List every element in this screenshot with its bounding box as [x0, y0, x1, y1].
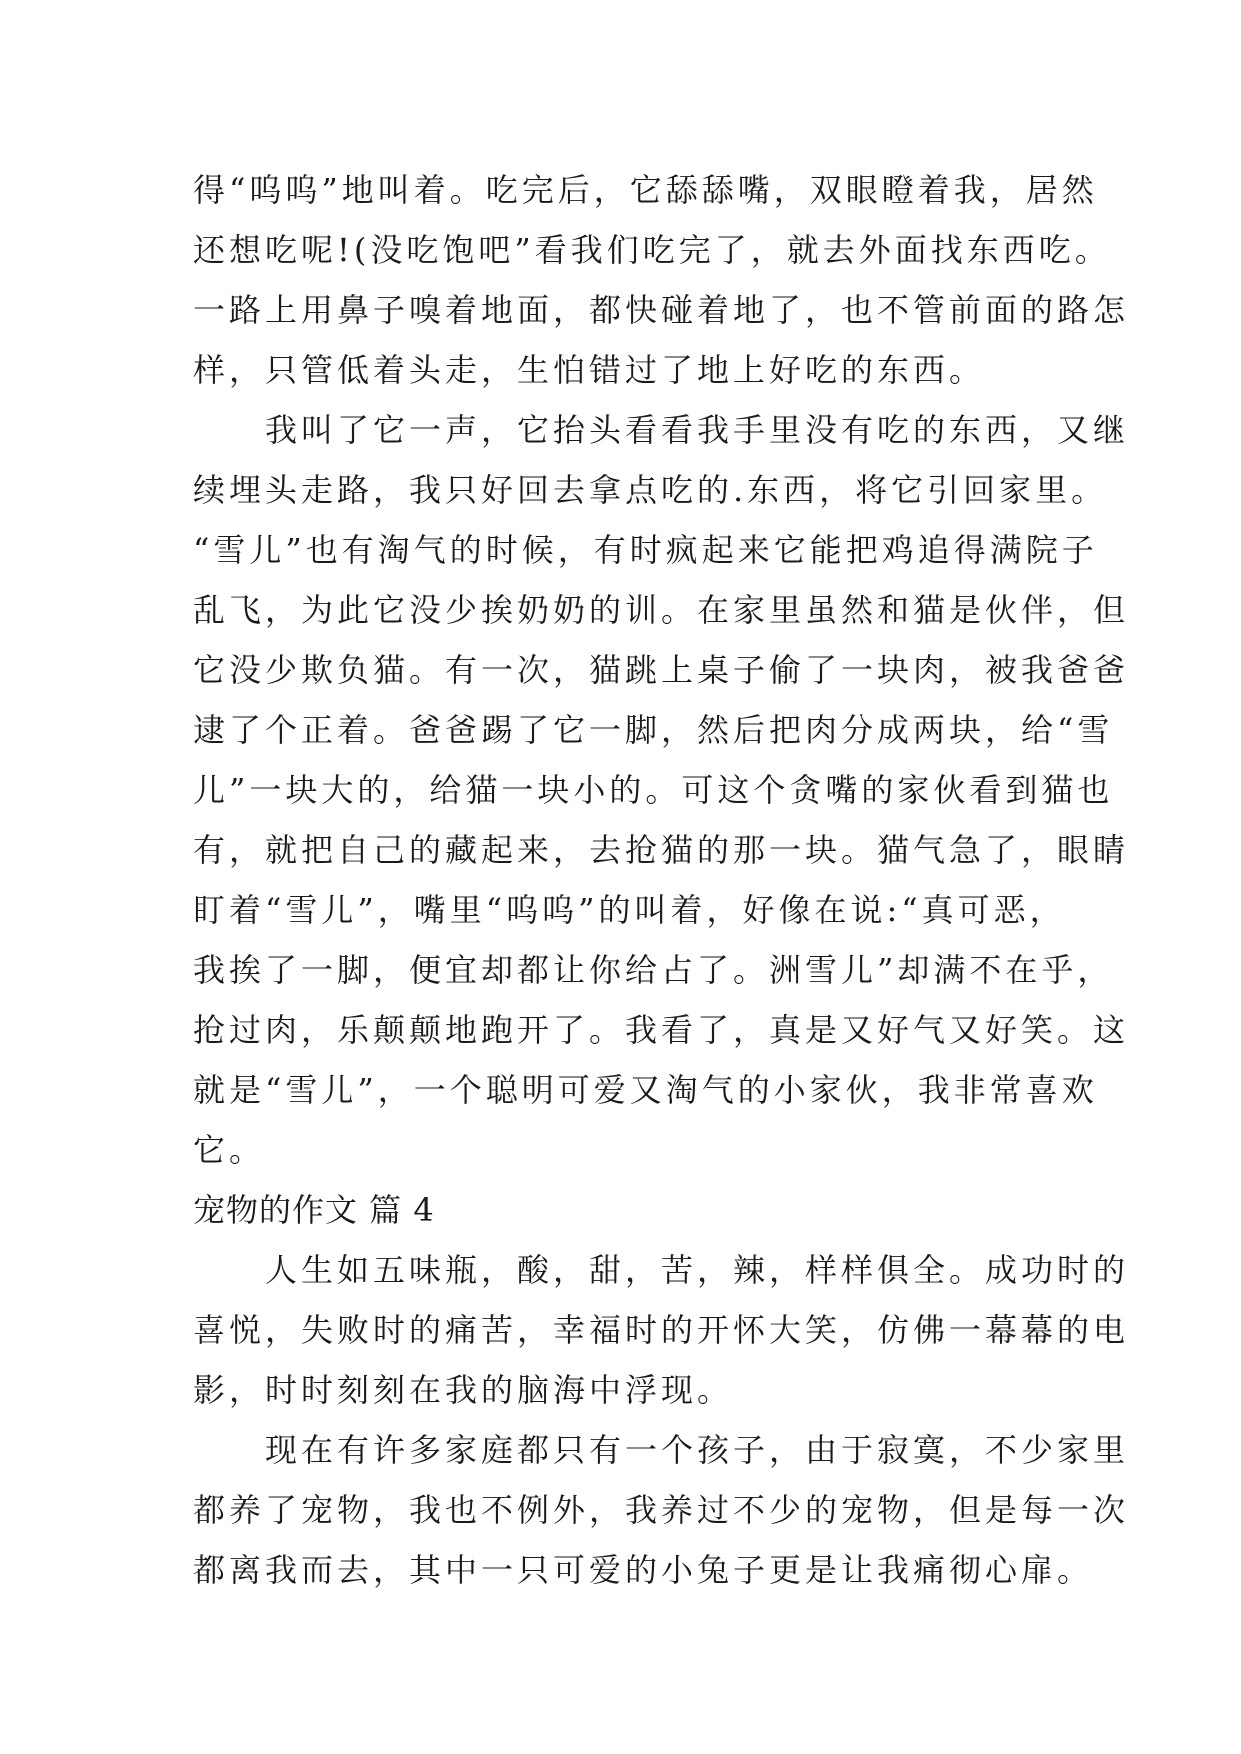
text-line: 样，只管低着头走，生怕错过了地上好吃的东西。 — [193, 351, 986, 389]
text-line: 都离我而去，其中一只可爱的小兔子更是让我痛彻心扉。 — [193, 1551, 1094, 1589]
text-line: 影，时时刻刻在我的脑海中浮现。 — [193, 1371, 734, 1409]
text-line: 有，就把自己的藏起来，去抢猫的那一块。猫气急了，眼睛 — [193, 831, 1130, 869]
text-line: 人生如五味瓶，酸，甜，苦，辣，样样俱全。成功时的 — [193, 1251, 1130, 1289]
section-heading: 宠物的作文 篇 4 — [193, 1191, 435, 1229]
text-line: 都养了宠物，我也不例外，我养过不少的宠物，但是每一次 — [193, 1491, 1130, 1529]
text-line: 喜悦，失败时的痛苦，幸福时的开怀大笑，仿佛一幕幕的电 — [193, 1311, 1130, 1349]
text-line: 它没少欺负猫。有一次，猫跳上桌子偷了一块肉，被我爸爸 — [193, 651, 1130, 689]
text-line: 盯着“雪儿”，嘴里“呜呜”的叫着，好像在说:“真可恶， — [193, 891, 1066, 929]
text-line: 现在有许多家庭都只有一个孩子，由于寂寞，不少家里 — [193, 1431, 1130, 1469]
text-line: 就是“雪儿”，一个聪明可爱又淘气的小家伙，我非常喜欢 — [193, 1071, 1098, 1109]
text-line: 抢过肉，乐颠颠地跑开了。我看了，真是又好气又好笑。这 — [193, 1011, 1130, 1049]
text-line: 乱飞，为此它没少挨奶奶的训。在家里虽然和猫是伙伴，但 — [193, 591, 1130, 629]
text-line: 儿”一块大的，给猫一块小的。可这个贪嘴的家伙看到猫也 — [193, 771, 1114, 809]
text-line: 逮了个正着。爸爸踢了它一脚，然后把肉分成两块，给“雪 — [193, 711, 1114, 749]
text-line: 续埋头走路，我只好回去拿点吃的.东西，将它引回家里。 — [193, 471, 1108, 509]
text-line: 还想吃呢!(没吃饱吧”看我们吃完了，就去外面找东西吃。 — [193, 231, 1111, 269]
essay-body — [193, 160, 1130, 1600]
text-line: 我叫了它一声，它抬头看看我手里没有吃的东西，又继 — [193, 411, 1130, 449]
text-line: 一路上用鼻子嗅着地面，都快碰着地了，也不管前面的路怎 — [193, 291, 1130, 329]
text-line: 它。 — [193, 1131, 266, 1169]
text-line: 得“呜呜”地叫着。吃完后，它舔舔嘴，双眼瞪着我，居然 — [193, 171, 1098, 209]
text-line: 我挨了一脚，便宜却都让你给占了。洲雪儿”却满不在乎， — [193, 951, 1114, 989]
text-line: “雪儿”也有淘气的时候，有时疯起来它能把鸡追得满院子 — [193, 531, 1098, 569]
